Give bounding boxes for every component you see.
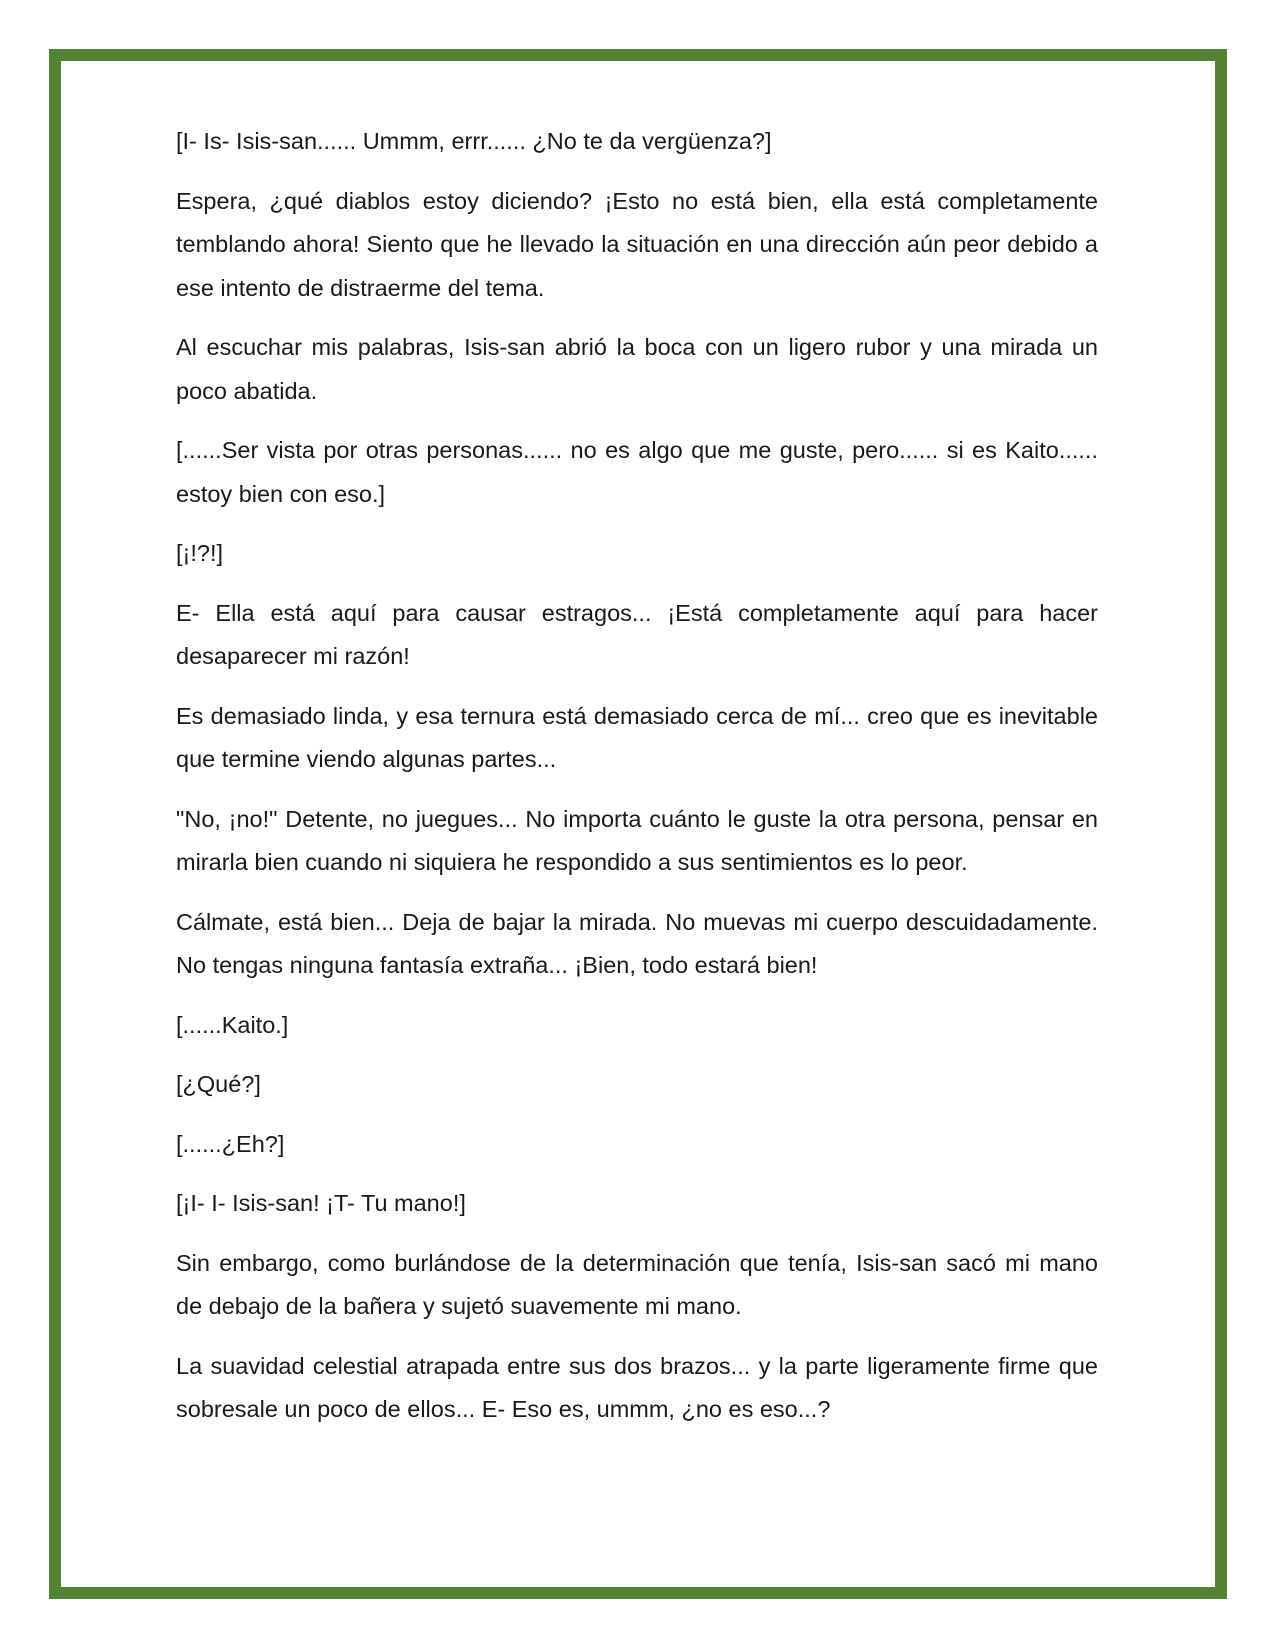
paragraph: [......¿Eh?] [176, 1130, 285, 1157]
paragraph: [......Kaito.] [176, 1011, 289, 1038]
paragraph: Al escuchar mis palabras, Isis-san abrió la boca con un ligero rubor y una mirada un poco abatida. [176, 334, 1098, 404]
paragraph: Espera, ¿qué diablos estoy diciendo? ¡Esto no está bien, ella está completamente temblando ahora! Siento que he llevado la situación en una dirección aún peor debido a ese intento de distraerme del tema. [176, 187, 1098, 301]
paragraph: Es demasiado linda, y esa ternura está demasiado cerca de mí... creo que es inevitable que termine viendo algunas partes... [176, 702, 1098, 772]
paragraph: [¡!?!] [176, 540, 224, 566]
paragraph: [¡I- I- Isis-san! ¡T- Tu mano!] [176, 1190, 466, 1216]
paragraph: Cálmate, está bien... Deja de bajar la mirada. No muevas mi cuerpo descuidadamente. No tengas ninguna fantasía extraña... ¡Bien, todo estará bien! [176, 908, 1098, 978]
paragraph: E- Ella está aquí para causar estragos... ¡Está completamente aquí para hacer desaparecer mi razón! [176, 599, 1098, 669]
paragraph: Sin embargo, como burlándose de la determinación que tenía, Isis-san sacó mi mano de debajo de la bañera y sujetó suavemente mi mano. [176, 1249, 1098, 1319]
paragraph: [I- Is- Isis-san...... Ummm, errr...... ¿No te da vergüenza?] [176, 128, 772, 154]
paragraph: [¿Qué?] [176, 1071, 261, 1097]
paragraph: La suavidad celestial atrapada entre sus dos brazos... y la parte ligeramente firme que sobresale un poco de ellos... E- Eso es, ummm, ¿no es eso...? [176, 1352, 1098, 1422]
document-body [176, 120, 1098, 1448]
paragraph: [......Ser vista por otras personas...... no es algo que me guste, pero...... si es Kaito...... estoy bien con eso.] [176, 437, 1098, 507]
paragraph: "No, ¡no!" Detente, no juegues... No importa cuánto le guste la otra persona, pensar en mirarla bien cuando ni siquiera he respondido a sus sentimientos es lo peor. [176, 805, 1098, 875]
